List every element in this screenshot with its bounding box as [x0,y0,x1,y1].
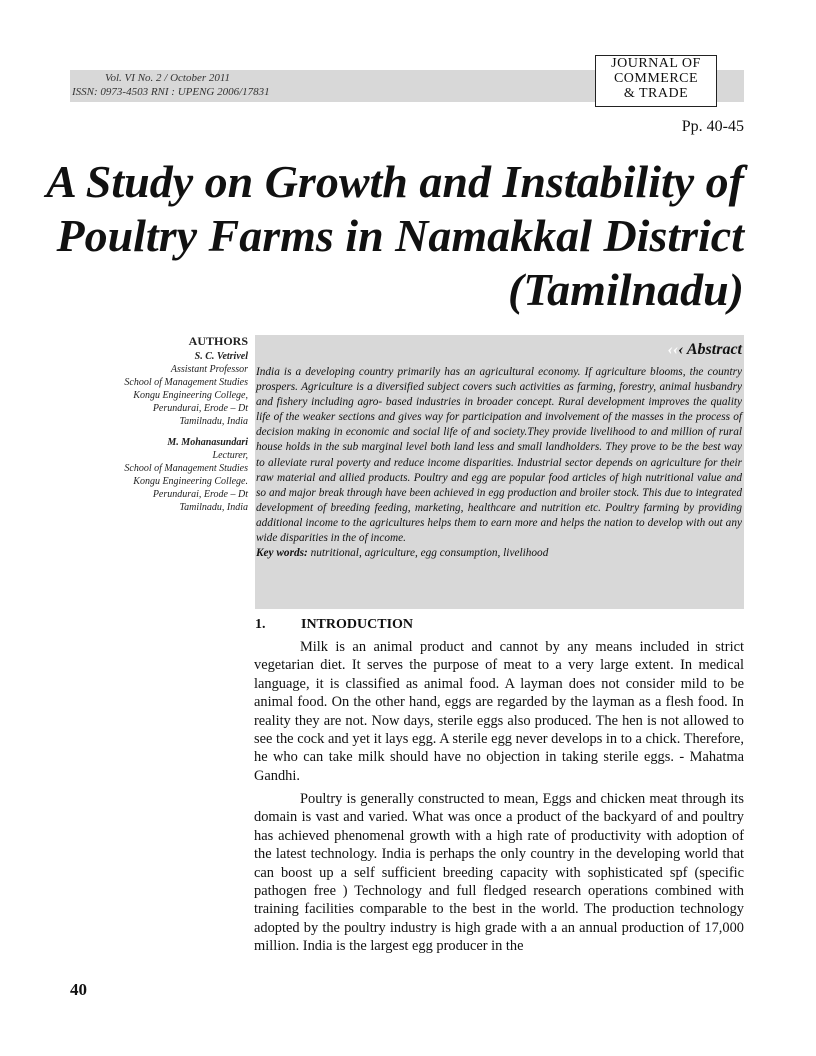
section-heading [255,617,413,633]
author-2-role: Lecturer, [212,450,248,461]
keywords [256,546,742,561]
page-range: Pp. 40-45 [681,118,744,135]
abstract-body [256,365,742,561]
author-1-place: Perundurai, Erode – Dt [152,403,248,414]
author-1-inst: Kongu Engineering College, [133,390,248,401]
authors-heading: AUTHORS [188,334,248,348]
journal-logo-line-3: & TRADE [623,86,689,101]
author-2-place: Perundurai, Erode – Dt [152,489,248,500]
keywords-label: Key words: [256,547,308,560]
abstract-heading-label: Abstract [686,341,742,358]
author-1-state: Tamilnadu, India [179,416,248,427]
keywords-list: nutritional, agriculture, egg consumption, livelihood [310,547,549,560]
author-2-state: Tamilnadu, India [179,502,248,513]
section-title: INTRODUCTION [301,617,414,632]
issn-info: ISSN: 0973-4503 RNI : UPENG 2006/17831 [72,86,270,98]
author-1-dept: School of Management Studies [124,377,248,388]
journal-logo-line-2: COMMERCE [613,71,699,86]
author-1-role: Assistant Professor [170,364,248,375]
journal-logo-line-1: JOURNAL OF [611,56,701,71]
abstract-heading [667,341,742,359]
section-number: 1. [255,617,266,632]
author-1-name: S. C. Vetrivel [194,351,248,362]
authors-block [70,335,248,514]
volume-info: Vol. VI No. 2 / October 2011 [105,72,231,84]
author-2-inst: Kongu Engineering College. [133,476,248,487]
paper-title: A Study on Growth and Instability of Poultry Farms in Namakkal District (Tamilnadu) [46,156,744,315]
author-2-dept: School of Management Studies [124,463,248,474]
journal-logo [595,55,717,107]
paragraph-2: Poultry is generally constructed to mean, Eggs and chicken meat through its domain is vast and varied. What was once a product of the backyard of and poultry has achieved phenomenal growth with a high rate of productivity with adoption of the latest technology. India is perhaps the only country in the developing world that can boost up a self sufficient breeding capacity with sophisticated spf (specific pathogen free ) Technology and full fledged research operations combined with training facilities comparable to the best in the world. The production technology adopted by the poultry industry is high grade with a an annual production of 17,000 million. India is the largest egg producer in the [254,791,744,955]
paragraph-1: Milk is an animal product and cannot by any means included in strict vegetarian diet. It serves the purpose of meat to a very large extent. In medical language, it is classified as animal food. A layman does not consider mild to be animal food. On the other hand, eggs are regarded by the layman as a flesh food. In reality they are not. Now days, sterile eggs also produced. The hen is not allowed to see the cock and yet it lays egg. A sterile egg never develops in to a chick. Therefore, he who can take milk should have no objection in taking sterile eggs. - Mahatma Gandhi. [254,639,744,784]
abstract-text: India is a developing country primarily has an agricultural economy. If agriculture blooms, the country prospers. Agriculture is a diversified subject covers such activities as farming, forestry, animal husbandry and fishery including agro- based industries in broader concept. Rural development improves the quality life of the weaker sections and gives way for participation and involvement of the masses in the process of decision making in economic and social life of and society.They provide livelihood to and million of rural house holds in the sub marginal level both land less and small landholders. They prove to be the best way to alleviate rural poverty and reduce income disparities. Industrial sector depends on agriculture for their raw material and allied products. Poultry and egg are popular food articles of high nutritional value and so and major break through have been achieved in egg production and broiler stock. This due to integrated development of breeding feeding, marketing, healthcare and nutrition etc. Poultry farming by providing additional income to the agricultures helps them to earn more and helps the nation to develop with out any wide disparities in the of income. [256,366,742,545]
author-2-name: M. Mohanasundari [167,437,248,448]
page-number: 40 [70,980,87,999]
chevron-left-icon: ‹ [678,341,684,358]
chevron-left-icon: ‹‹ [667,341,679,358]
